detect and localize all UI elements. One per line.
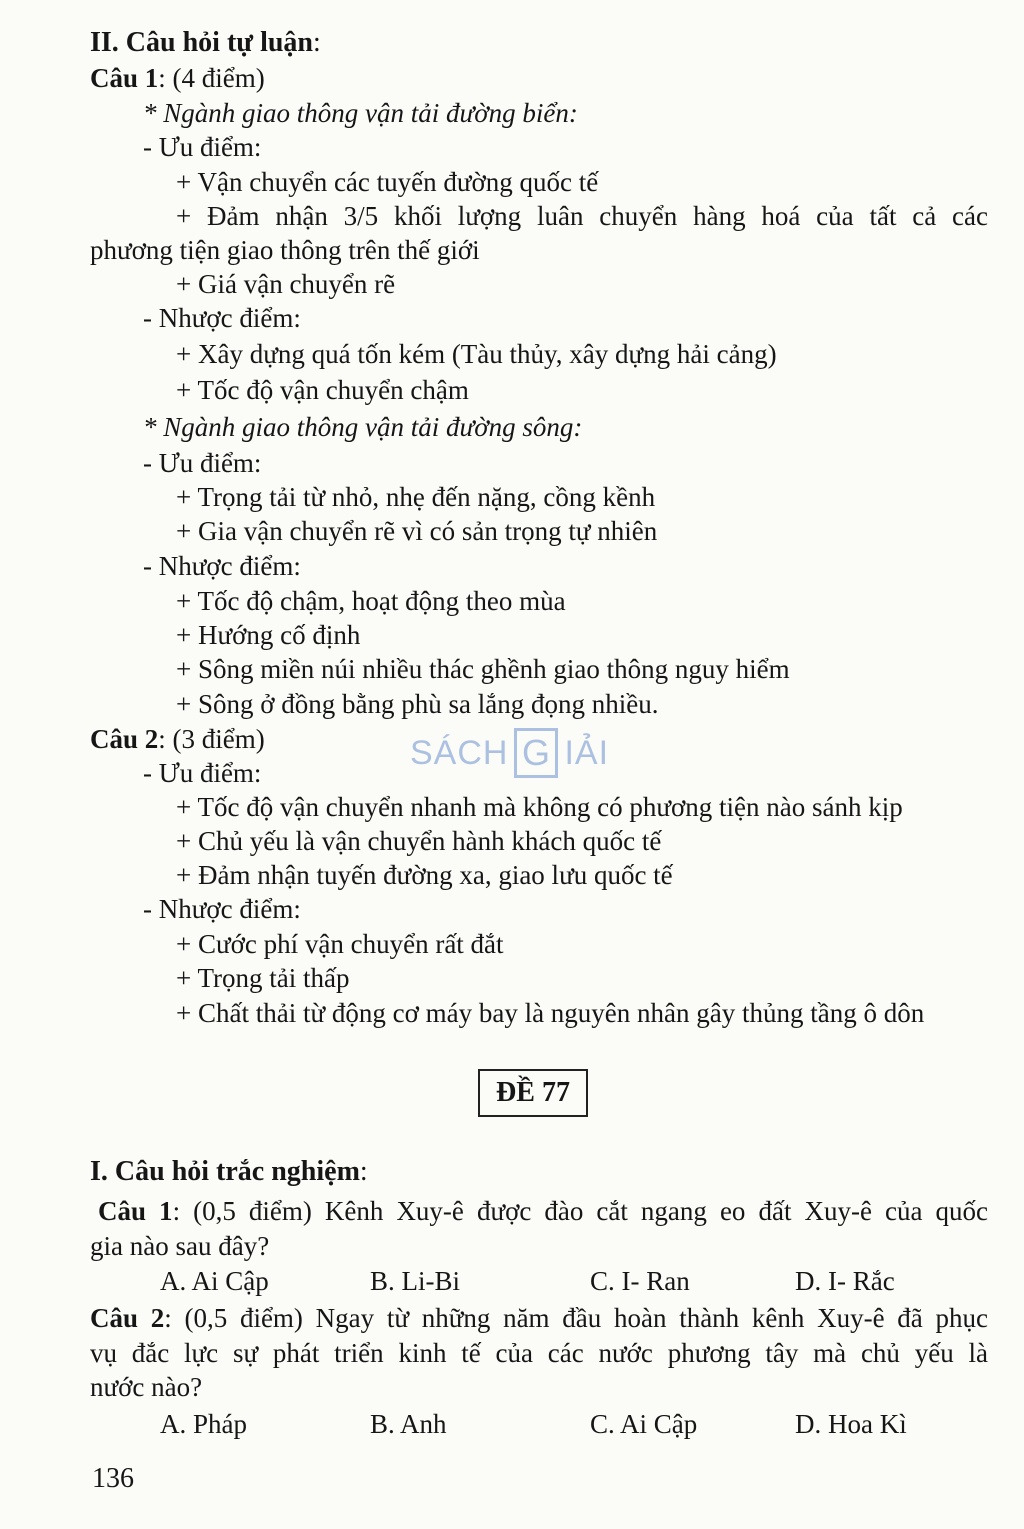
air-disadvantages-label: - Nhược điểm: (143, 894, 301, 924)
river-disadvantage-3: + Sông miền núi nhiều thác ghềnh giao thông nguy hiểm (176, 654, 790, 684)
air-disadvantage-1: + Cước phí vận chuyển rất đắt (176, 929, 504, 959)
sea-transport-heading: * Ngành giao thông vận tải đường biển: (143, 98, 578, 128)
air-disadvantage-2: + Trọng tải thấp (176, 963, 350, 993)
mc-q1-option-d[interactable]: D. I- Rắc (795, 1266, 895, 1296)
river-disadvantage-4: + Sông ở đồng bằng phù sa lắng đọng nhiều. (176, 689, 659, 719)
q2-header: Câu 2: (3 điểm) (90, 724, 265, 754)
q1-header: Câu 1: (4 điểm) (90, 63, 265, 93)
sea-disadvantage-2: + Tốc độ vận chuyển chậm (176, 375, 469, 405)
mc-q1-option-a[interactable]: A. Ai Cập (160, 1266, 269, 1296)
sachgiai-watermark-logo: SÁCH G IẢI (410, 727, 609, 779)
mc-q2-line-1: Câu 2: (0,5 điểm) Ngay từ những năm đầu hoàn thành kênh Xuy-ê đã phục (90, 1303, 988, 1333)
sea-advantage-3: + Giá vận chuyển rẽ (176, 269, 396, 299)
exam-title-box: ĐỀ 77 (478, 1069, 588, 1117)
air-advantage-2: + Chủ yếu là vận chuyển hành khách quốc tế (176, 826, 662, 856)
river-advantages-label: - Ưu điểm: (143, 448, 262, 478)
air-advantage-1: + Tốc độ vận chuyển nhanh mà không có phương tiện nào sánh kịp (176, 792, 903, 822)
sea-advantages-label: - Ưu điểm: (143, 132, 262, 162)
sea-disadvantages-label: - Nhược điểm: (143, 303, 301, 333)
mc-q1-line-2: gia nào sau đây? (90, 1231, 270, 1261)
mc-q1-option-c[interactable]: C. I- Ran (590, 1266, 690, 1296)
river-advantage-1: + Trọng tải từ nhỏ, nhẹ đến nặng, cồng kềnh (176, 482, 656, 512)
section-1-title: I. Câu hỏi trắc nghiệm: (90, 1156, 368, 1187)
air-advantage-3: + Đảm nhận tuyến đường xa, giao lưu quốc tế (176, 860, 673, 890)
mc-q2-option-c[interactable]: C. Ai Cập (590, 1409, 698, 1439)
mc-q2-line-2: vụ đắc lực sự phát triển kinh tế của các nước phương tây mà chủ yếu là (90, 1338, 988, 1368)
mc-q2-option-a[interactable]: A. Pháp (160, 1409, 247, 1439)
sea-disadvantage-1: + Xây dựng quá tốn kém (Tàu thủy, xây dựng hải cảng) (176, 339, 777, 369)
river-disadvantage-1: + Tốc độ chậm, hoạt động theo mùa (176, 586, 566, 616)
section-2-title: II. Câu hỏi tự luận: (90, 27, 321, 58)
sea-advantage-2a: + Đảm nhận 3/5 khối lượng luân chuyển hàng hoá của tất cả các (176, 201, 988, 231)
river-transport-heading: * Ngành giao thông vận tải đường sông: (143, 412, 583, 442)
mc-q2-option-d[interactable]: D. Hoa Kì (795, 1409, 907, 1439)
river-disadvantages-label: - Nhược điểm: (143, 551, 301, 581)
sea-advantage-1: + Vận chuyển các tuyến đường quốc tế (176, 167, 599, 197)
page-number: 136 (92, 1463, 134, 1494)
air-disadvantage-3: + Chất thải từ động cơ máy bay là nguyên nhân gây thủng tầng ô dôn (176, 998, 925, 1028)
sea-advantage-2b: phương tiện giao thông trên thế giới (90, 235, 480, 265)
river-disadvantage-2: + Hướng cố định (176, 620, 361, 650)
river-advantage-2: + Gia vận chuyển rẽ vì có sản trọng tự nhiên (176, 516, 658, 546)
mc-q1-option-b[interactable]: B. Li-Bi (370, 1266, 461, 1296)
mc-q1-line-1: Câu 1: (0,5 điểm) Kênh Xuy-ê được đào cắt ngang eo đất Xuy-ê của quốc (98, 1196, 989, 1226)
air-advantages-label: - Ưu điểm: (143, 758, 262, 788)
mc-q2-option-b[interactable]: B. Anh (370, 1409, 447, 1439)
mc-q2-line-3: nước nào? (90, 1372, 203, 1402)
